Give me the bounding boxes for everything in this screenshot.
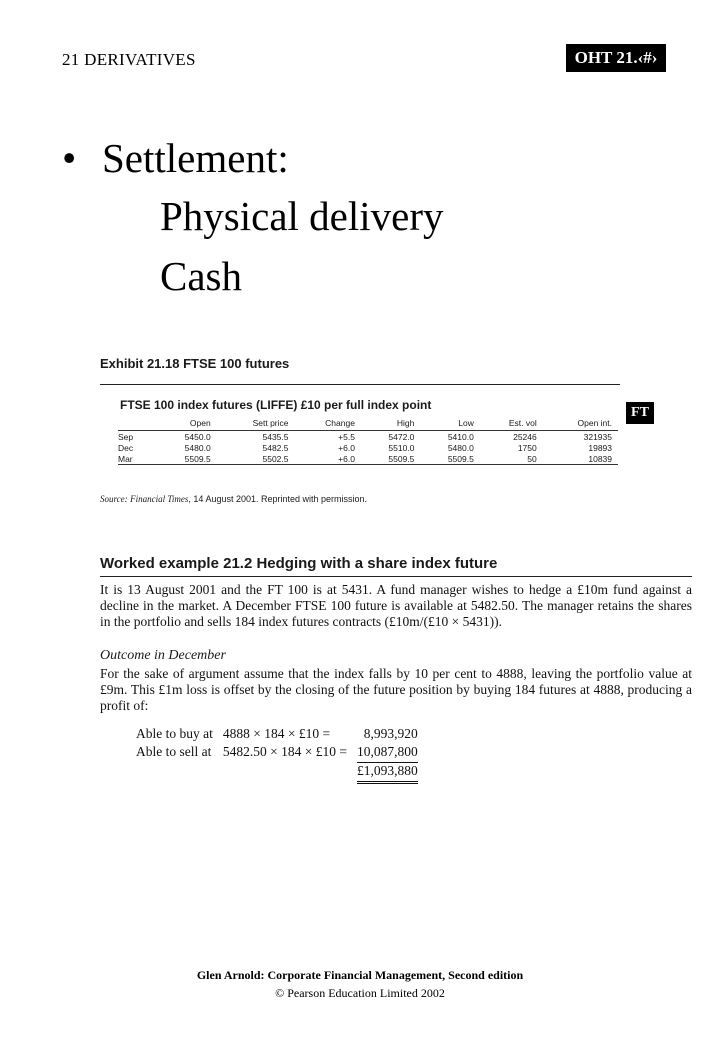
worked-example-divider [100, 576, 692, 577]
table-cell: 5510.0 [388, 443, 415, 453]
table-header-row [118, 418, 618, 431]
column-header: Sett price [217, 418, 295, 431]
source-publication: Financial Times [130, 494, 189, 504]
footer-book-title: Glen Arnold: Corporate Financial Management, Second edition [196, 968, 524, 982]
table-cell: 5509.5 [361, 453, 420, 465]
calc-row [136, 744, 418, 763]
table-cell: +6.0 [295, 453, 361, 465]
slide-number-badge: OHT 21.‹#› [566, 44, 666, 72]
table-cell: 5509.5 [420, 453, 479, 465]
table-cell: 5410.0 [447, 432, 474, 442]
calc-value: 10,087,800 [357, 744, 418, 763]
futures-table [118, 418, 618, 465]
table-cell: 5502.5 [217, 453, 295, 465]
table-cell: 321935 [583, 432, 612, 442]
column-header: Open [157, 418, 216, 431]
table-cell: Sep [118, 432, 134, 442]
column-header [118, 418, 157, 431]
source-note [100, 494, 367, 504]
bullet-item-settlement [62, 134, 289, 182]
calc-row [136, 726, 418, 744]
table-cell: 5435.5 [262, 432, 289, 442]
calc-formula [223, 763, 357, 783]
calc-label: Able to sell at [136, 744, 212, 760]
table-cell: 10839 [543, 453, 618, 465]
table-cell: +5.5 [338, 432, 355, 442]
bullet-title: Settlement: [102, 135, 289, 181]
chapter-heading: 21 DERIVATIVES [62, 50, 196, 69]
table-cell: Dec [118, 443, 134, 453]
worked-example-paragraph: It is 13 August 2001 and the FT 100 is at 5431. A fund manager wishes to hedge a £10m fund against a decline in the market. A December FTSE 100 future is available at 5482.50. The manager retains the shares in the portfolio and sells 184 index futures contracts (£10m/(£10 × 5431)). [100, 582, 692, 629]
source-detail: , 14 August 2001. Reprinted with permission. [188, 494, 368, 504]
table-cell: 5480.0 [184, 443, 211, 453]
table-cell: +6.0 [338, 443, 355, 453]
table-cell: 19893 [588, 443, 612, 453]
outcome-heading: Outcome in December [100, 648, 226, 663]
bullet-dot-icon: • [62, 135, 77, 181]
table-row [118, 442, 618, 453]
column-header: Change [295, 418, 361, 431]
profit-calculation [136, 726, 418, 784]
table-cell: 5472.0 [388, 432, 415, 442]
table-row [118, 453, 618, 465]
table-cell: 5509.5 [157, 453, 216, 465]
exhibit-title: Exhibit 21.18 FTSE 100 futures [100, 356, 290, 371]
table-cell: 1750 [517, 443, 537, 453]
column-header: Low [420, 418, 479, 431]
source-label: Source: [100, 494, 128, 504]
outcome-paragraph: For the sake of argument assume that the index falls by 10 per cent to 4888, leaving the portfolio value at £9m. This £1m loss is offset by the closing of the future position by buying 184 futures at 4888, producing a profit of: [100, 666, 692, 713]
column-header: Open int. [543, 418, 618, 431]
futures-table-title: FTSE 100 index futures (LIFFE) £10 per full index point [120, 398, 432, 412]
footer-copyright: © Pearson Education Limited 2002 [275, 986, 445, 1000]
calc-formula: 5482.50 × 184 × £10 = [222, 744, 347, 760]
calc-label: Able to buy at [136, 726, 213, 741]
table-cell: 25246 [513, 432, 537, 442]
ft-logo: FT [626, 402, 654, 424]
table-row [118, 431, 618, 443]
calc-value: 8,993,920 [363, 726, 418, 741]
column-header: Est. vol [480, 418, 543, 431]
table-cell: 50 [480, 453, 543, 465]
exhibit-divider [100, 384, 620, 385]
table-cell: 5480.0 [447, 443, 474, 453]
column-header: High [361, 418, 420, 431]
calc-total-row [136, 763, 418, 783]
calc-label [136, 763, 223, 783]
sub-item-cash: Cash [160, 253, 242, 299]
table-cell: 5450.0 [184, 432, 211, 442]
table-cell: 5482.5 [262, 443, 289, 453]
sub-item-physical-delivery: Physical delivery [160, 193, 444, 239]
calc-formula: 4888 × 184 × £10 = [222, 726, 331, 741]
calc-total-value: £1,093,880 [357, 763, 418, 783]
worked-example-title: Worked example 21.2 Hedging with a share index future [100, 555, 498, 572]
table-cell: Mar [118, 453, 157, 465]
